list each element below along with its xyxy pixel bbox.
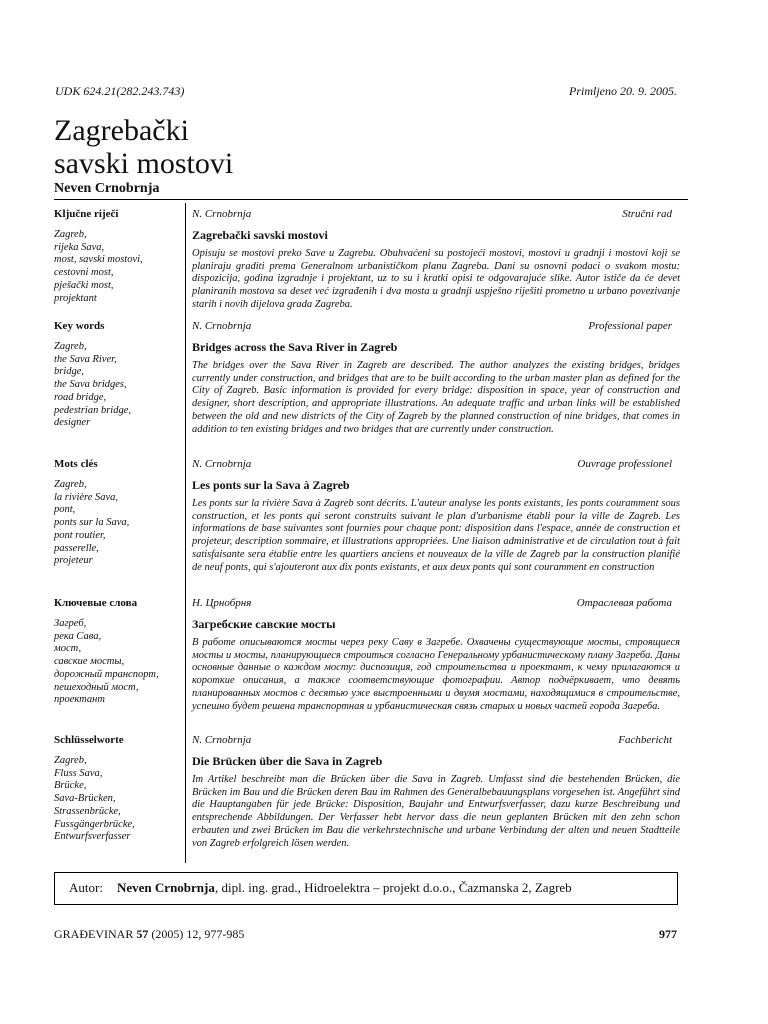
keyword: Strassenbrücke, — [54, 805, 121, 817]
keyword: дорожный транспорт, — [54, 668, 159, 680]
paper-author: Neven Crnobrnja — [54, 181, 160, 196]
received-date: Primljeno 20. 9. 2005. — [569, 84, 677, 98]
section-title: Die Brücken über die Sava in Zagreb — [192, 754, 383, 768]
abstract-text: Opisuju se mostovi preko Save u Zagrebu. Obuhvaćeni su postojeći mostovi, mostovi u gradnji i mostovi koji se planiraju graditi prema Generalnom urbanističkom planu Zagreba. Dani su osnovni podaci o svakom mostu: dispozicija, godina izgradnje i projektant, uz to su i kratki opisi te odgovarajuće slike. Autor ističe da će devet planiranih mostova sa deset već izgrađenih i dva mosta u gradnji uspješno riješiti prometno u urbano povezivanje starih i novih dijelova grada Zagreba. — [192, 248, 680, 310]
keyword: pont routier, — [54, 529, 106, 541]
keywords-heading: Mots clés — [54, 458, 98, 470]
author-name: Neven Crnobrnja — [117, 880, 215, 895]
journal-volume: 57 — [136, 927, 149, 941]
keyword: rijeka Sava, — [54, 241, 105, 253]
keywords-heading: Ključne riječi — [54, 208, 119, 220]
udk-code: UDK 624.21(282.243.743) — [55, 84, 185, 98]
paper-title-line1: Zagrebački — [54, 114, 189, 147]
keyword: Zagreb, — [54, 755, 87, 766]
paper-title — [54, 114, 233, 180]
page-number: 977 — [659, 927, 677, 941]
abstract-text: В работе описываются мосты через реку Саву в Загребе. Охвачены существующие мосты, строящиеся мосты и мосты, планирующиеся строиться согласно Генеральному урбанистическому плану Загреба. Даны основные данные о каждом мосту: диспозиция, год строительства и проектант, к чему прилагаются и короткие описания, а также соответствующие фотографии. Автор подчёркивает, что девять планированных мостов с десятью уже выстроенными и двумя мостами, находящимися в строительстве, успешно будет решена транспортная и урбанистическая связь старых и новых частей города Загреба. — [192, 637, 680, 712]
paper-type: Professional paper — [588, 320, 672, 332]
author-affiliation: , dipl. ing. grad., Hidroelektra – projekt d.o.o., Čazmanska 2, Zagreb — [215, 880, 572, 895]
keyword: савские мосты, — [54, 656, 125, 668]
keyword: Загреб, — [54, 618, 87, 629]
keyword: the Sava bridges, — [54, 379, 127, 391]
keyword: Entwurfsverfasser — [54, 831, 131, 843]
section-author: N. Crnobrnja — [192, 208, 252, 220]
keyword: Fluss Sava, — [54, 767, 103, 779]
keyword: the Sava River, — [54, 353, 117, 365]
section-author: N. Crnobrnja — [192, 734, 252, 746]
keyword: bridge, — [54, 366, 85, 378]
keyword: Zagreb, — [54, 229, 87, 240]
section-author: Н. Црнобрня — [192, 597, 252, 609]
keyword: pedestrian bridge, — [54, 404, 131, 416]
keywords-list — [54, 479, 178, 568]
column-divider — [185, 203, 186, 863]
keywords-list — [54, 229, 178, 305]
keywords-heading: Schlüsselworte — [54, 734, 124, 746]
keywords-list — [54, 341, 178, 430]
header-rule — [54, 199, 688, 200]
journal-name: GRAĐEVINAR — [54, 927, 134, 941]
keyword: Brücke, — [54, 780, 87, 792]
paper-title-line2: savski mostovi — [54, 147, 234, 180]
keyword: road bridge, — [54, 391, 107, 403]
abstract-text: The bridges over the Sava River in Zagreb are described. The author analyzes the existing bridges, bridges currently under construction, and bridges that are to be built according to the urban master plan as defined for the City of Zagreb. Basic information is provided for every bridge: disposition in space, year of construction and designer, short description, and appropriate illustrations. An adequate traffic and urban links will be established between the old and new districts of the City of Zagreb by the planned construction of nine bridges, that comes in addition to ten existing bridges and two bridges that are currently under construction. — [192, 360, 680, 435]
abstract-text: Im Artikel beschreibt man die Brücken über die Sava in Zagreb. Umfasst sind die bestehenden Brücken, die Brücken im Bau und die Brücken deren Bau im Rahmen des Generalbebauungsplans vorgesehen ist. Angeführt sind die Hauptangaben für jede Brücke: Disposition, Baujahr und Entwurfsverfasser, dazu kurze Beschreibung und entsprechende Abbildungen. Der Verfasser hebt hervor dass die neun geplanten Brücken mit den zehn schon erbauten und zwei Brücken im Bau die verkehrstechnische und urbane Verbindung der alten und neuen Stadtteile von Zagreb erfolgreich lösen werden. — [192, 774, 680, 849]
keywords-heading: Key words — [54, 320, 105, 332]
paper-type: Fachbericht — [618, 734, 672, 746]
keyword: designer — [54, 417, 91, 429]
keyword: pješački most, — [54, 279, 114, 291]
keyword: pont, — [54, 504, 76, 516]
keyword: мост, — [54, 643, 82, 655]
section-title: Загребские савские мосты — [192, 617, 336, 631]
section-title: Les ponts sur la Sava à Zagreb — [192, 478, 350, 492]
journal-issue-pages: (2005) 12, 977-985 — [148, 927, 245, 941]
journal-citation — [54, 927, 244, 942]
keyword: Zagreb, — [54, 479, 87, 490]
keyword: пешеходный мост, — [54, 681, 139, 693]
section-author: N. Crnobrnja — [192, 320, 252, 332]
abstract-text: Les ponts sur la rivière Sava à Zagreb sont décrits. L'auteur analyse les ponts existants, les ponts couramment sous construction, et les ponts qui seront construits suivant le plan d'urbanisme établi pour la ville de Zagreb. Les informations de base suivantes sont fournies pour chaque pont: disposition dans l'espace, année de construction et projeteur, description sommaire, et illustrations appropriées. Une liaison administrative et de circulation tout à fait satisfaisante sera établie entre les quartiers anciens et nouveaux de la ville de Zagreb par la construction planifié de neuf ponts, qui s'ajouteront aux dix ponts existants, et aux deux ponts qui sont couramment en construction — [192, 498, 680, 573]
keyword: Zagreb, — [54, 341, 87, 352]
section-title: Zagrebački savski mostovi — [192, 228, 328, 242]
keyword: Sava-Brücken, — [54, 793, 116, 805]
section-title: Bridges across the Sava River in Zagreb — [192, 340, 398, 354]
paper-type: Отраслевая работа — [576, 597, 672, 609]
keyword: projektant — [54, 292, 97, 304]
keyword: Fussgängerbrücke, — [54, 818, 135, 830]
keywords-list — [54, 755, 178, 844]
section-author: N. Crnobrnja — [192, 458, 252, 470]
author-info-box — [54, 872, 678, 905]
keyword: река Сава, — [54, 630, 102, 642]
keyword: passerelle, — [54, 542, 99, 554]
keywords-heading: Ключевые слова — [54, 597, 138, 609]
paper-type: Ouvrage professionel — [577, 458, 672, 470]
keyword: ponts sur la Sava, — [54, 517, 130, 529]
keyword: проектант — [54, 694, 105, 706]
keywords-list — [54, 618, 178, 707]
keyword: cestovni most, — [54, 267, 114, 279]
keyword: most, savski mostovi, — [54, 254, 143, 266]
paper-type: Stručni rad — [622, 208, 672, 220]
keyword: projeteur — [54, 555, 93, 567]
author-label: Autor: — [69, 880, 103, 895]
keyword: la rivière Sava, — [54, 491, 119, 503]
